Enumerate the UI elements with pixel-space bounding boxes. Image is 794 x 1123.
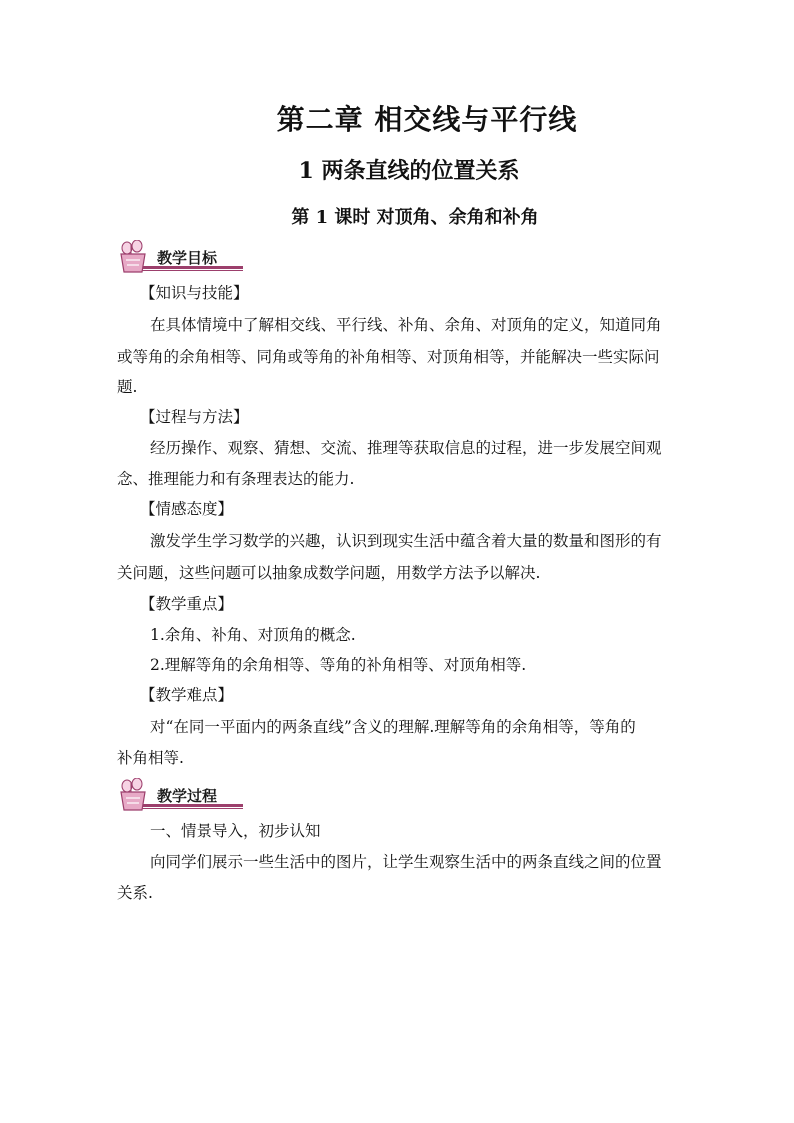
process-method-line: 念、推理能力和有条理表达的能力.: [117, 470, 355, 488]
emotion-heading: 【情感态度】: [140, 500, 234, 518]
process-method-heading: 【过程与方法】: [140, 408, 249, 426]
section-title: 1 两条直线的位置关系: [298, 158, 520, 184]
knowledge-line: 题.: [117, 378, 138, 396]
process-badge: [117, 778, 247, 814]
emotion-line: 激发学生学习数学的兴趣，认识到现实生活中蕴含着大量的数量和图形的有: [150, 532, 662, 550]
key-points-heading: 【教学重点】: [140, 595, 234, 613]
chapter-title: 第二章 相交线与平行线: [276, 103, 578, 136]
process-badge-label: 教学过程: [157, 787, 218, 805]
emotion-line: 关问题，这些问题可以抽象成数学问题，用数学方法予以解决.: [117, 564, 541, 582]
difficulty-line: 对“在同一平面内的两条直线”含义的理解.理解等角的余角相等，等角的: [150, 718, 636, 736]
objectives-badge: [117, 240, 247, 276]
step-heading: 一、情景导入，初步认知: [150, 822, 321, 840]
objectives-badge-label: 教学目标: [157, 249, 218, 267]
difficulty-heading: 【教学难点】: [140, 686, 234, 704]
key-point-item: 2.理解等角的余角相等、等角的补角相等、对顶角相等.: [150, 656, 527, 674]
knowledge-line: 在具体情境中了解相交线、平行线、补角、余角、对顶角的定义，知道同角: [150, 316, 662, 334]
lesson-title: 第 1 课时 对顶角、余角和补角: [291, 207, 539, 228]
key-point-item: 1.余角、补角、对顶角的概念.: [150, 626, 356, 644]
step-line: 关系.: [117, 884, 153, 902]
step-line: 向同学们展示一些生活中的图片，让学生观察生活中的两条直线之间的位置: [150, 853, 662, 871]
difficulty-line: 补角相等.: [117, 749, 184, 767]
knowledge-line: 或等角的余角相等、同角或等角的补角相等、对顶角相等，并能解决一些实际问: [117, 348, 660, 366]
process-method-line: 经历操作、观察、猜想、交流、推理等获取信息的过程，进一步发展空间观: [150, 439, 662, 457]
knowledge-heading: 【知识与技能】: [140, 284, 249, 302]
